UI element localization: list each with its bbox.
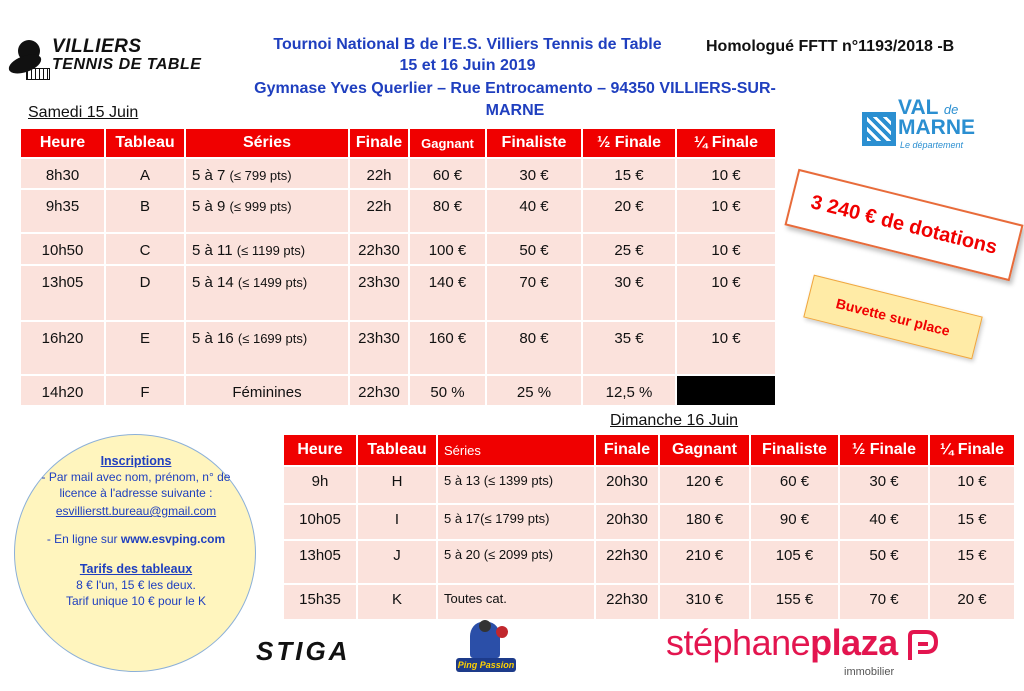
val-de-marne-logo [862, 96, 992, 156]
plaza-name [666, 622, 898, 664]
serie-name: 5 à 9 [192, 198, 226, 215]
serie-points: (≤ 999 pts) [229, 199, 292, 214]
cell-finale: 23h30 [349, 265, 409, 321]
cell-finaliste: 30 € [486, 158, 582, 189]
cell-demi: 35 € [582, 321, 676, 375]
cell-quart-blank [676, 375, 776, 406]
tarifs-line1: 8 € l'un, 15 € les deux. [76, 578, 196, 592]
serie-points: (≤ 1499 pts) [237, 275, 308, 290]
title-line3: Gymnase Yves Querlier – Rue Entrocamento – 94350 VILLIERS-SUR-MARNE [254, 80, 776, 119]
cell-tableau: D [105, 265, 185, 321]
title-line2: 15 et 16 Juin 2019 [399, 57, 536, 74]
col-gagnant: Gagnant [409, 128, 486, 158]
saturday-table [19, 127, 777, 407]
col-demi: ½ Finale [839, 434, 929, 466]
cell-tableau: B [105, 189, 185, 233]
website-link[interactable]: www.esvping.com [120, 532, 226, 546]
val-de-marne-icon [862, 112, 896, 146]
cell-demi: 25 € [582, 233, 676, 265]
saturday-header-row [20, 128, 776, 158]
cell-demi: 12,5 % [582, 375, 676, 406]
cell-finale: 22h30 [349, 233, 409, 265]
cell-demi: 15 € [582, 158, 676, 189]
cell-gagnant: 50 % [409, 375, 486, 406]
table-row [20, 321, 776, 375]
cell-quart: 10 € [676, 233, 776, 265]
player-icon [470, 622, 500, 658]
cell-finale: 22h30 [349, 375, 409, 406]
cell-heure: 16h20 [20, 321, 105, 375]
col-tableau: Tableau [105, 128, 185, 158]
col-quart: ¼ Finale [929, 434, 1015, 466]
cell-heure: 13h05 [283, 540, 357, 584]
cell-gagnant: 210 € [659, 540, 750, 584]
serie-points: (≤ 1699 pts) [237, 331, 308, 346]
cell-quart: 15 € [929, 504, 1015, 540]
cell-finaliste: 105 € [750, 540, 839, 584]
cell-gagnant: 60 € [409, 158, 486, 189]
inscriptions-heading: Inscriptions [100, 454, 172, 468]
cell-heure: 10h05 [283, 504, 357, 540]
cell-demi: 20 € [582, 189, 676, 233]
col-gagnant: Gagnant [659, 434, 750, 466]
plaza-mark-icon [904, 628, 940, 664]
cell-quart: 10 € [676, 189, 776, 233]
cell-tableau: H [357, 466, 437, 504]
serie-name: 5 à 16 [192, 330, 234, 347]
cell-tableau: A [105, 158, 185, 189]
col-tableau: Tableau [357, 434, 437, 466]
sunday-header-row [283, 434, 1015, 466]
inscriptions-mail-text: - Par mail avec nom, prénom, n° de licence à l'adresse suivante : [41, 470, 231, 500]
cell-serie: 5 à 20 (≤ 2099 pts) [437, 540, 595, 584]
tarifs-line2: Tarif unique 10 € pour le K [65, 594, 207, 608]
inscriptions-online [27, 531, 245, 547]
sunday-label: Dimanche 16 Juin [610, 412, 739, 429]
vdm-val-text: VAL [898, 96, 939, 119]
inscriptions-email-link[interactable]: esvillierstt.bureau@gmail.com [55, 504, 217, 518]
cell-finale: 22h [349, 158, 409, 189]
cell-demi: 50 € [839, 540, 929, 584]
cell-heure: 10h50 [20, 233, 105, 265]
serie-points: (≤ 799 pts) [229, 168, 292, 183]
cell-heure: 8h30 [20, 158, 105, 189]
paddle-icon [496, 626, 508, 638]
table-row [283, 466, 1015, 504]
cell-serie: Toutes cat. [437, 584, 595, 620]
stephane-plaza-logo [666, 622, 898, 678]
table-row [20, 265, 776, 321]
cell-quart: 10 € [929, 466, 1015, 504]
cell-gagnant: 160 € [409, 321, 486, 375]
col-heure: Heure [283, 434, 357, 466]
table-row [20, 189, 776, 233]
cell-quart: 15 € [929, 540, 1015, 584]
stiga-logo: STIGA [256, 636, 351, 666]
online-prefix: - En ligne sur [46, 532, 118, 546]
cell-demi: 40 € [839, 504, 929, 540]
cell-demi: 30 € [839, 466, 929, 504]
cell-finaliste: 90 € [750, 504, 839, 540]
table-row [283, 540, 1015, 584]
saturday-label: Samedi 15 Juin [28, 104, 139, 121]
cell-finaliste: 25 % [486, 375, 582, 406]
vdm-de-text: de [943, 102, 959, 117]
cell-finale: 22h30 [595, 584, 659, 620]
cell-serie [185, 265, 349, 321]
cell-heure: 9h35 [20, 189, 105, 233]
col-finale: Finale [595, 434, 659, 466]
cell-finaliste: 40 € [486, 189, 582, 233]
table-row [283, 584, 1015, 620]
cell-finale: 23h30 [349, 321, 409, 375]
vdm-marne: MARNE [898, 116, 975, 139]
plaza-part1: stéphane [666, 622, 811, 663]
cell-gagnant: 80 € [409, 189, 486, 233]
cell-serie: Féminines [185, 375, 349, 406]
plaza-sub: immobilier [844, 666, 895, 678]
cell-finaliste: 155 € [750, 584, 839, 620]
cell-tableau: E [105, 321, 185, 375]
cell-quart: 20 € [929, 584, 1015, 620]
buvette-badge: Buvette sur place [803, 275, 982, 360]
cell-serie: 5 à 17(≤ 1799 pts) [437, 504, 595, 540]
col-series: Séries [185, 128, 349, 158]
dotations-badge: 3 240 € de dotations [784, 169, 1023, 281]
cell-serie [185, 189, 349, 233]
cell-demi: 30 € [582, 265, 676, 321]
serie-name: 5 à 14 [192, 274, 234, 291]
serie-name: 5 à 11 [192, 242, 233, 259]
cell-serie [185, 321, 349, 375]
cell-heure: 15h35 [283, 584, 357, 620]
logo-line2: TENNIS DE TABLE [52, 56, 202, 73]
cell-finaliste: 60 € [750, 466, 839, 504]
title-line1: Tournoi National B de l’E.S. Villiers Tennis de Table [273, 36, 662, 53]
cell-finale: 20h30 [595, 466, 659, 504]
table-row [20, 233, 776, 265]
cell-heure: 9h [283, 466, 357, 504]
cell-gagnant: 310 € [659, 584, 750, 620]
cell-tableau: J [357, 540, 437, 584]
cell-quart: 10 € [676, 321, 776, 375]
logo-line1: VILLIERS [52, 36, 142, 57]
cell-finale: 22h30 [595, 540, 659, 584]
serie-points: (≤ 1199 pts) [236, 243, 306, 258]
cell-finale: 22h [349, 189, 409, 233]
table-row [20, 158, 776, 189]
table-row [283, 504, 1015, 540]
cell-tableau: I [357, 504, 437, 540]
col-finaliste: Finaliste [750, 434, 839, 466]
sunday-table [282, 433, 1016, 621]
cell-finale: 20h30 [595, 504, 659, 540]
col-finale: Finale [349, 128, 409, 158]
cell-finaliste: 50 € [486, 233, 582, 265]
col-demi: ½ Finale [582, 128, 676, 158]
vdm-departement: Le département [900, 140, 964, 150]
cell-heure: 13h05 [20, 265, 105, 321]
col-quart: ¼ Finale [676, 128, 776, 158]
col-finaliste: Finaliste [486, 128, 582, 158]
cell-quart: 10 € [676, 265, 776, 321]
cell-serie [185, 158, 349, 189]
cell-tableau: C [105, 233, 185, 265]
ping-passion-label: Ping Passion [457, 660, 515, 670]
cell-serie [185, 233, 349, 265]
cell-finaliste: 80 € [486, 321, 582, 375]
ping-passion-logo [456, 620, 516, 676]
net-icon [26, 68, 50, 80]
tarifs-heading: Tarifs des tableaux [79, 562, 193, 576]
cell-serie: 5 à 13 (≤ 1399 pts) [437, 466, 595, 504]
plaza-part2: plaza [810, 622, 898, 663]
inscriptions-panel [14, 434, 256, 672]
homologation-text: Homologué FFTT n°1193/2018 -B [706, 38, 955, 55]
col-heure: Heure [20, 128, 105, 158]
serie-name: 5 à 7 [192, 167, 226, 184]
cell-tableau: K [357, 584, 437, 620]
cell-gagnant: 180 € [659, 504, 750, 540]
cell-heure: 14h20 [20, 375, 105, 406]
cell-quart: 10 € [676, 158, 776, 189]
cell-gagnant: 100 € [409, 233, 486, 265]
cell-tableau: F [105, 375, 185, 406]
cell-gagnant: 120 € [659, 466, 750, 504]
cell-demi: 70 € [839, 584, 929, 620]
cell-gagnant: 140 € [409, 265, 486, 321]
col-series: Séries [437, 434, 595, 466]
table-row [20, 375, 776, 406]
cell-finaliste: 70 € [486, 265, 582, 321]
